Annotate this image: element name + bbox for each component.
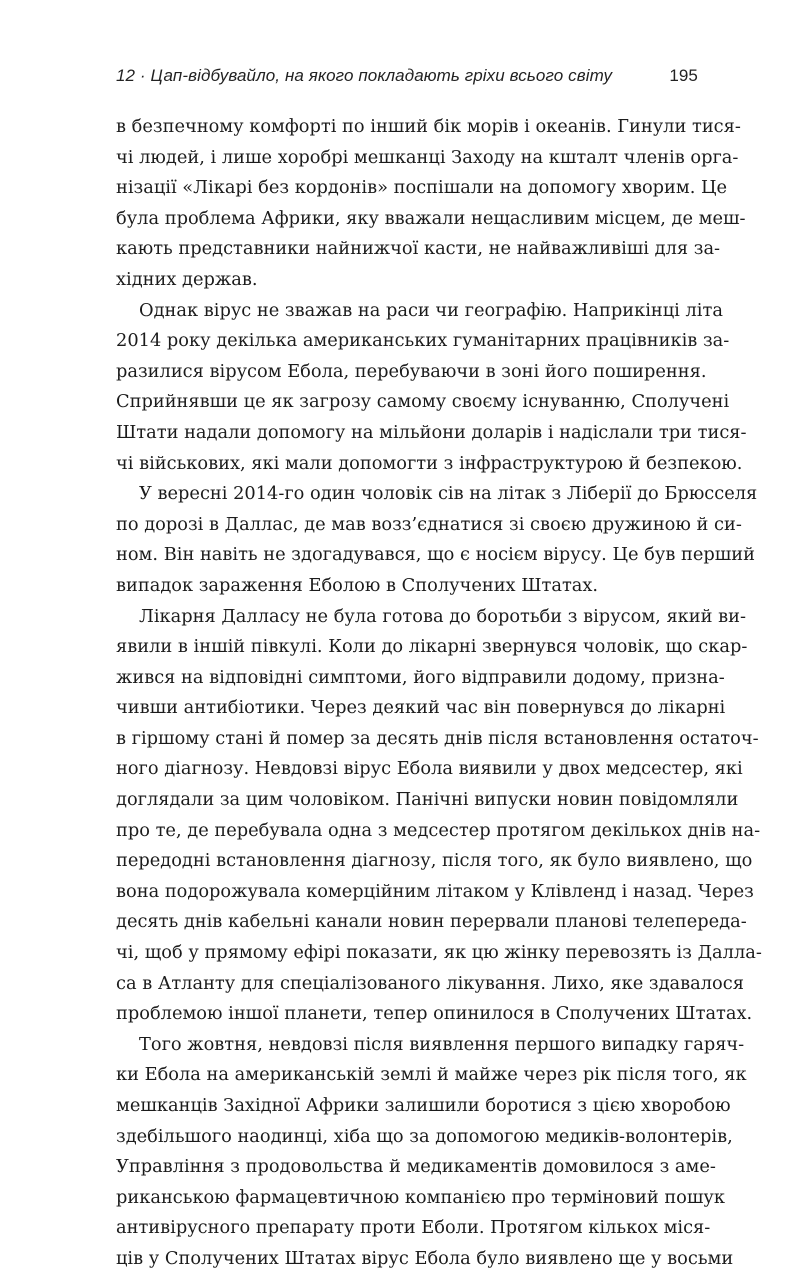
text-line: випадок зараження Еболою в Сполучених Штатах.	[116, 574, 599, 596]
text-line: Сприйнявши це як загрозу самому своєму існуванню, Сполучені	[116, 391, 730, 413]
page-number: 195	[669, 66, 698, 85]
text-line: проблемою іншої планети, тепер опинилося в Сполучених Штатах.	[116, 1003, 753, 1025]
chapter-title: 12 · Цап-відбувайло, на якого покладають гріхи всього світу	[116, 66, 613, 85]
text-line: У вересні 2014-го один чоловік сів на літак з Ліберії до Брюсселя	[139, 483, 758, 505]
text-line: 2014 року декілька американських гуманітарних працівників за-	[116, 330, 730, 352]
text-line: хідних держав.	[116, 268, 258, 290]
text-line: нізації «Лікарі без кордонів» поспішали на допомогу хворим. Це	[116, 177, 728, 199]
text-line: са в Атланту для спеціалізованого лікування. Лихо, яке здавалося	[116, 972, 744, 994]
text-line: Того жовтня, невдовзі після виявлення першого випадку гаряч-	[139, 1033, 745, 1055]
text-line: ців у Сполучених Штатах вірус Ебола було виявлено ще у восьми	[116, 1247, 734, 1269]
text-line: десять днів кабельні канали новин перервали планові телепереда-	[116, 911, 747, 933]
text-line: мешканців Західної Африки залишили боротися з цією хворобою	[116, 1095, 731, 1116]
text-line: передодні встановлення діагнозу, після того, як було виявлено, що	[116, 850, 753, 872]
text-line: ного діагнозу. Невдовзі вірус Ебола виявили у двох медсестер, які	[116, 758, 743, 780]
text-line: антивірусного препарату проти Еболи. Протягом кількох міся-	[116, 1217, 711, 1239]
text-line: риканською фармацевтичною компанією про терміновий пошук	[116, 1186, 725, 1208]
paragraph	[116, 296, 747, 480]
text-line: доглядали за цим чоловіком. Панічні випуски новин повідомляли	[116, 789, 739, 811]
text-line: ном. Він навіть не здогадувався, що є носієм вірусу. Це був перший	[116, 544, 755, 566]
text-line: чі військових, які мали допомогти з інфраструктурою й безпекою.	[116, 452, 743, 474]
text-line: явили в іншій півкулі. Коли до лікарні звернувся чоловік, що скар-	[116, 636, 748, 658]
text-line: чивши антибіотики. Через деякий час він повернувся до лікарні	[116, 697, 726, 719]
running-head	[116, 66, 698, 90]
text-line: вона подорожувала комерційним літаком у Клівленд і назад. Через	[116, 880, 754, 902]
paragraph	[116, 112, 746, 296]
text-line: Однак вірус не зважав на раси чи географію. Наприкінці літа	[139, 299, 723, 321]
paragraph	[116, 1030, 747, 1275]
text-line: про те, де перебувала одна з медсестер протягом декількох днів на-	[116, 819, 761, 841]
text-line: чі людей, і лише хоробрі мешканці Заходу на кшталт членів орга-	[116, 146, 739, 168]
text-line: в безпечному комфорті по інший бік морів і океанів. Гинули тися-	[116, 116, 741, 137]
body-text	[116, 112, 762, 1275]
text-line: кають представники найнижчої касти, не найважливіші для за-	[116, 238, 721, 260]
text-line: Управління з продовольства й медикаментів домовилося з аме-	[116, 1156, 716, 1178]
text-line: здебільшого наодинці, хіба що за допомогою медиків-волонтерів,	[116, 1125, 733, 1147]
text-line: разилися вірусом Ебола, перебуваючи в зоні його поширення.	[116, 360, 707, 382]
text-line: в гіршому стані й помер за десять днів після встановлення остаточ-	[116, 727, 759, 749]
text-line: по дорозі в Даллас, де мав возз’єднатися зі своєю дружиною й си-	[116, 513, 742, 535]
text-line: ки Ебола на американській землі й майже через рік після того, як	[116, 1064, 747, 1086]
text-line: жився на відповідні симптоми, його відправили додому, призна-	[116, 666, 725, 688]
text-line: була проблема Африки, яку вважали нещасливим місцем, де меш-	[116, 207, 746, 229]
paragraph	[116, 479, 758, 601]
text-line: Лікарня Далласу не була готова до боротьби з вірусом, який ви-	[139, 605, 747, 627]
paragraph	[116, 602, 762, 1030]
text-line: чі, щоб у прямому ефірі показати, як цю жінку перевозять із Далла-	[116, 942, 762, 964]
text-line: Штати надали допомогу на мільйони доларів і надіслали три тися-	[116, 421, 747, 443]
